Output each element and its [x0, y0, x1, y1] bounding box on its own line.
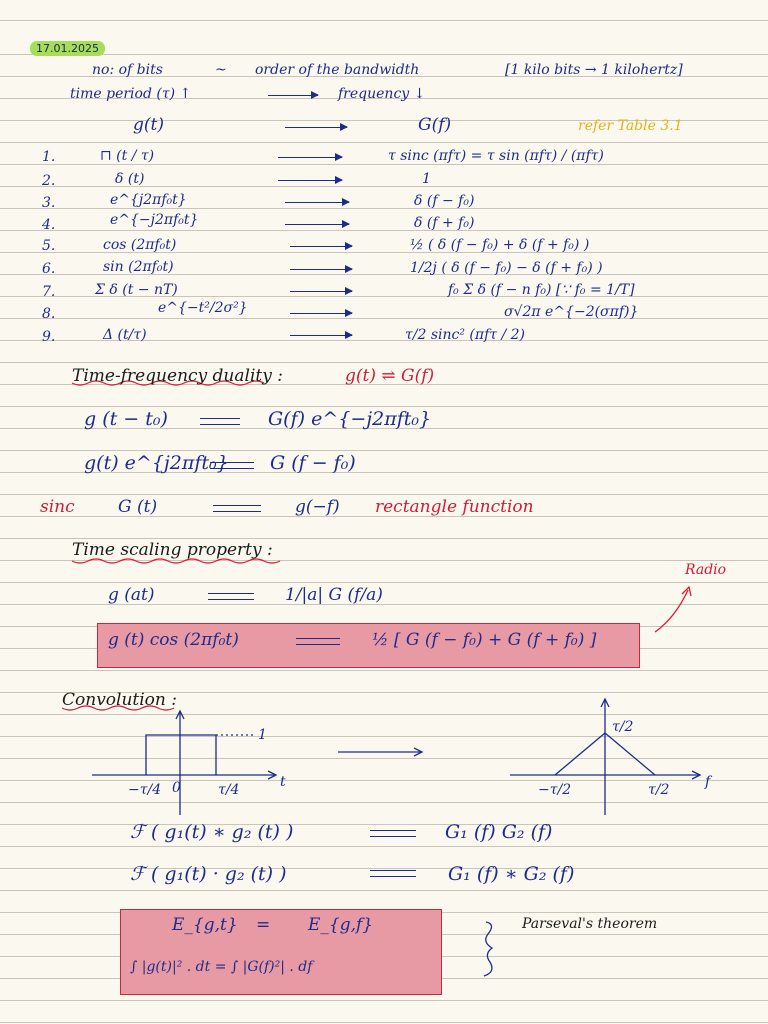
- row-left: ⊓ (t / τ): [100, 148, 155, 164]
- equivalence-symbol: [296, 644, 340, 645]
- row-num: 8.: [42, 306, 56, 322]
- row-arrow: [285, 202, 349, 203]
- equivalence-symbol: [213, 505, 261, 506]
- row-left: sin (2πf₀t): [103, 259, 174, 275]
- row-arrow: [290, 313, 352, 314]
- intro-frequency: frequency ↓: [338, 86, 426, 102]
- rect-function-plot: [92, 711, 276, 815]
- duality-heading: Time-frequency duality :: [72, 366, 283, 386]
- equivalence-symbol: [296, 638, 340, 639]
- parseval-label: Parseval's theorem: [522, 916, 658, 932]
- row-left: Σ δ (t − nT): [95, 282, 178, 298]
- row-arrow: [290, 335, 352, 336]
- tri-peak-label: τ/2: [612, 719, 634, 735]
- row-num: 3.: [42, 195, 56, 211]
- intro-kilobits: [1 kilo bits → 1 kilohertz]: [505, 62, 683, 78]
- equivalence-symbol: [210, 462, 254, 463]
- row-left: cos (2πf₀t): [103, 237, 177, 253]
- equivalence-symbol: [208, 599, 254, 600]
- row-num: 6.: [42, 261, 56, 277]
- refer-table-note: refer Table 3.1: [578, 118, 683, 134]
- intro-bandwidth: order of the bandwidth: [255, 62, 420, 78]
- row-arrow: [290, 269, 352, 270]
- tri-tick-right: τ/2: [648, 782, 670, 798]
- row-arrow: [285, 224, 349, 225]
- date-badge: 17.01.2025: [30, 41, 105, 56]
- equivalence-symbol: [210, 468, 254, 469]
- scaling-eq1-right: 1/|a| G (f/a): [285, 585, 383, 605]
- row-arrow: [278, 180, 342, 181]
- energy-time: E_{g,t}: [172, 915, 238, 935]
- tri-axis-label: f: [705, 774, 711, 790]
- equivalence-symbol: [200, 418, 240, 419]
- table-header-arrow: [285, 127, 347, 128]
- convolution-heading: Convolution :: [62, 690, 177, 710]
- rect-tick-left: −τ/4: [128, 782, 162, 798]
- energy-equals: =: [256, 915, 271, 935]
- rectangle-function-label: rectangle function: [375, 497, 534, 517]
- duality-eq3-left: G (t): [118, 497, 158, 517]
- row-num: 1.: [42, 149, 56, 165]
- convolution-eq1-left: ℱ ( g₁(t) ∗ g₂ (t) ): [130, 821, 294, 843]
- row-left: e^{j2πf₀t}: [110, 192, 187, 208]
- rect-axis-label: t: [280, 774, 286, 790]
- row-arrow: [278, 157, 342, 158]
- scaling-eq2-right: ½ [ G (f − f₀) + G (f + f₀) ]: [372, 630, 597, 650]
- duality-eq2-left: g(t) e^{j2πft₀}: [84, 452, 229, 474]
- row-arrow: [290, 291, 352, 292]
- convolution-eq2-right: G₁ (f) ∗ G₂ (f): [448, 863, 575, 885]
- parseval-brace: [484, 922, 492, 976]
- row-right: σ√2π e^{−2(σπf)}: [504, 304, 639, 320]
- row-right: δ (f + f₀): [414, 215, 475, 231]
- duality-pair: g(t) ⇌ G(f): [345, 366, 435, 386]
- row-right: 1: [422, 171, 431, 187]
- rect-height-label: 1: [258, 727, 267, 743]
- row-num: 5.: [42, 238, 56, 254]
- row-left: δ (t): [115, 171, 145, 187]
- row-num: 2.: [42, 173, 56, 189]
- scaling-eq2-left: g (t) cos (2πf₀t): [108, 630, 239, 650]
- equivalence-symbol: [213, 511, 261, 512]
- equivalence-symbol: [370, 870, 416, 871]
- sinc-label: sinc: [40, 497, 75, 517]
- parseval-integral: ∫ |g(t)|² . dt = ∫ |G(f)²| . df: [130, 959, 313, 975]
- duality-eq1-right: G(f) e^{−j2πft₀}: [268, 408, 432, 430]
- rect-tick-zero: 0: [172, 780, 181, 796]
- radio-arrow: [655, 587, 691, 632]
- duality-eq2-right: G (f − f₀): [270, 452, 356, 474]
- equivalence-symbol: [208, 593, 254, 594]
- energy-frequency: E_{g,f}: [308, 915, 374, 935]
- row-arrow: [290, 246, 352, 247]
- row-right: δ (f − f₀): [414, 193, 475, 209]
- radio-note: Radio: [685, 562, 727, 578]
- intro-tilde: ~: [215, 62, 227, 78]
- row-left: e^{−j2πf₀t}: [110, 212, 199, 228]
- table-col-left: g(t): [133, 115, 164, 135]
- equivalence-symbol: [370, 830, 416, 831]
- equivalence-symbol: [370, 876, 416, 877]
- convolution-eq2-left: ℱ ( g₁(t) · g₂ (t) ): [130, 863, 287, 885]
- row-right: ½ ( δ (f − f₀) + δ (f + f₀) ): [410, 237, 590, 253]
- scaling-eq1-left: g (at): [108, 585, 155, 605]
- tri-tick-left: −τ/2: [538, 782, 572, 798]
- row-left: Δ (t/τ): [103, 327, 147, 343]
- row-num: 7.: [42, 284, 56, 300]
- intro-arrow: [268, 95, 318, 96]
- intro-bits: no: of bits: [92, 62, 163, 78]
- parseval-highlight-box: [120, 909, 442, 995]
- row-right: f₀ Σ δ (f − n f₀) [∵ f₀ = 1/T]: [448, 282, 635, 298]
- scaling-heading: Time scaling property :: [72, 540, 273, 560]
- row-num: 4.: [42, 217, 56, 233]
- table-col-right: G(f): [418, 115, 452, 135]
- equivalence-symbol: [200, 424, 240, 425]
- convolution-eq1-right: G₁ (f) G₂ (f): [445, 821, 553, 843]
- rect-tick-right: τ/4: [218, 782, 240, 798]
- equivalence-symbol: [370, 836, 416, 837]
- row-right: τ/2 sinc² (πfτ / 2): [405, 327, 525, 343]
- intro-time-period: time period (τ) ↑: [70, 86, 192, 102]
- row-num: 9.: [42, 329, 56, 345]
- duality-eq3-right: g(−f): [295, 497, 340, 517]
- row-right: τ sinc (πfτ) = τ sin (πfτ) / (πfτ): [388, 148, 604, 164]
- row-left: e^{−t²/2σ²}: [158, 300, 248, 316]
- duality-eq1-left: g (t − t₀): [84, 408, 168, 430]
- row-right: 1/2j ( δ (f − f₀) − δ (f + f₀) ): [410, 260, 603, 276]
